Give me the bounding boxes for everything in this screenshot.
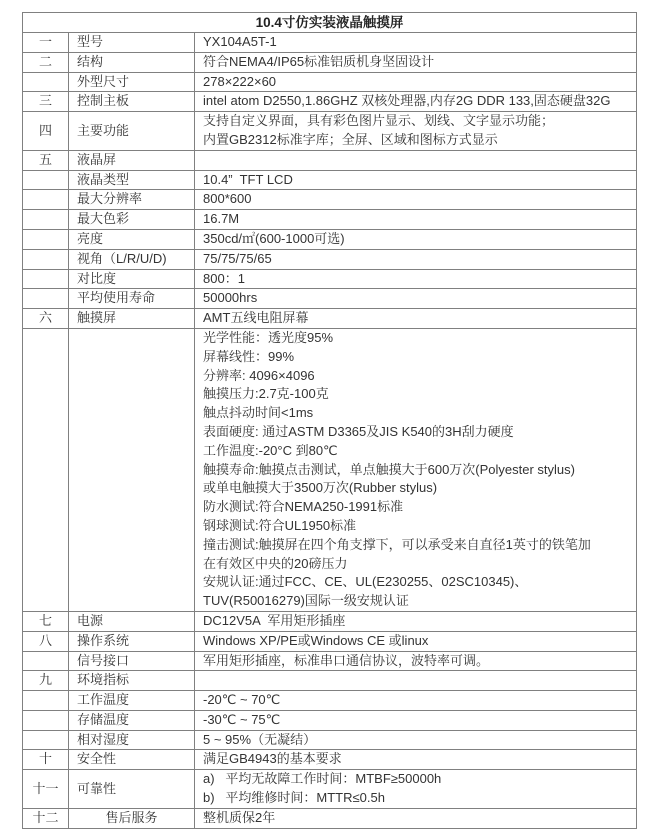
table-row <box>23 112 637 151</box>
row-label: 信号接口 <box>69 651 195 671</box>
value-line: 钢球测试:符合UL1950标准 <box>203 517 357 533</box>
row-label: 控制主板 <box>69 92 195 112</box>
row-label: 最大分辨率 <box>69 190 195 210</box>
row-value <box>195 770 637 809</box>
row-label: 外型尺寸 <box>69 72 195 92</box>
row-value: -30℃ ~ 75℃ <box>195 710 637 730</box>
row-number <box>23 289 69 309</box>
row-number <box>23 651 69 671</box>
value-line: 支持自定义界面，具有彩色图片显示、划线、文字显示功能； <box>203 113 555 129</box>
table-row <box>23 229 637 249</box>
row-number <box>23 190 69 210</box>
row-value: 军用矩形插座，标准串口通信协议，波特率可调。 <box>195 651 637 671</box>
row-value: 278×222×60 <box>195 72 637 92</box>
row-number <box>23 710 69 730</box>
row-label: 工作温度 <box>69 691 195 711</box>
value-line: 防水测试:符合NEMA250-1991标准 <box>203 499 404 515</box>
row-value <box>195 150 637 170</box>
row-number: 十二 <box>23 808 69 828</box>
spec-table <box>22 12 637 829</box>
row-label: 存储温度 <box>69 710 195 730</box>
table-row <box>23 808 637 828</box>
value-line: 撞击测试:触摸屏在四个角支撑下，可以承受来自直径1英寸的铁笔加 <box>203 536 591 552</box>
row-number: 八 <box>23 631 69 651</box>
row-value <box>195 671 637 691</box>
value-line: 工作温度:-20°C 到80℃ <box>203 442 338 458</box>
row-label: 售后服务 <box>69 808 195 828</box>
table-title: 10.4寸仿实装液晶触摸屏 <box>23 13 637 33</box>
row-label: 相对湿度 <box>69 730 195 750</box>
row-number: 十一 <box>23 770 69 809</box>
table-row <box>23 309 637 329</box>
row-value: Windows XP/PE或Windows CE 或linux <box>195 631 637 651</box>
table-row <box>23 710 637 730</box>
row-label: 亮度 <box>69 229 195 249</box>
row-value: 800：1 <box>195 269 637 289</box>
table-row <box>23 150 637 170</box>
row-label: 环境指标 <box>69 671 195 691</box>
row-label: 安全性 <box>69 750 195 770</box>
row-label: 液晶屏 <box>69 150 195 170</box>
row-number <box>23 170 69 190</box>
value-line: b) 平均维修时间：MTTR≤0.5h <box>203 790 385 806</box>
row-number: 一 <box>23 33 69 53</box>
row-value: DC12V5A 军用矩形插座 <box>195 611 637 631</box>
row-value: AMT五线电阻屏幕 <box>195 309 637 329</box>
table-row-touch-details <box>23 328 637 611</box>
table-row <box>23 730 637 750</box>
row-number <box>23 210 69 230</box>
value-line: a) 平均无故障工作时间：MTBF≥50000h <box>203 771 442 787</box>
row-value: 50000hrs <box>195 289 637 309</box>
value-line: 触摸压力:2.7克-100克 <box>203 386 329 402</box>
row-label: 最大色彩 <box>69 210 195 230</box>
row-number <box>23 229 69 249</box>
value-line: 安规认证:通过FCC、CE、UL(E230255、02SC10345)、 <box>203 574 528 590</box>
row-value: -20℃ ~ 70℃ <box>195 691 637 711</box>
table-row <box>23 170 637 190</box>
row-value: 整机质保2年 <box>195 808 637 828</box>
table-row <box>23 33 637 53</box>
row-value: 5 ~ 95%（无凝结） <box>195 730 637 750</box>
table-row <box>23 72 637 92</box>
row-label: 主要功能 <box>69 112 195 151</box>
row-value: YX104A5T-1 <box>195 33 637 53</box>
row-value: intel atom D2550,1.86GHZ 双核处理器,内存2G DDR 133,固态硬盘32G <box>195 92 637 112</box>
table-row <box>23 210 637 230</box>
value-line: 或单电触摸大于3500万次(Rubber stylus) <box>203 480 438 496</box>
row-label: 液晶类型 <box>69 170 195 190</box>
row-number: 二 <box>23 52 69 72</box>
table-row <box>23 770 637 809</box>
row-value: 16.7M <box>195 210 637 230</box>
table-row <box>23 671 637 691</box>
row-value: 75/75/75/65 <box>195 249 637 269</box>
row-label: 可靠性 <box>69 770 195 809</box>
row-label <box>69 328 195 611</box>
row-number: 六 <box>23 309 69 329</box>
value-line: TUV(R50016279)国际一级安规认证 <box>203 593 409 609</box>
table-row <box>23 92 637 112</box>
row-number <box>23 730 69 750</box>
row-value: 10.4” TFT LCD <box>195 170 637 190</box>
row-value: 符合NEMA4/IP65标准铝质机身坚固设计 <box>195 52 637 72</box>
row-number: 七 <box>23 611 69 631</box>
row-label: 平均使用寿命 <box>69 289 195 309</box>
table-row <box>23 691 637 711</box>
value-line: 光学性能：透光度95% <box>203 329 334 345</box>
row-label: 型号 <box>69 33 195 53</box>
table-title-row <box>23 13 637 33</box>
row-number: 四 <box>23 112 69 151</box>
value-line: 内置GB2312标准字库；全屏、区域和图标方式显示 <box>203 131 498 147</box>
value-line: 表面硬度: 通过ASTM D3365及JIS K540的3H刮力硬度 <box>203 423 514 439</box>
table-row <box>23 651 637 671</box>
table-row <box>23 289 637 309</box>
touch-details <box>195 328 637 611</box>
row-label: 操作系统 <box>69 631 195 651</box>
row-label: 视角（L/R/U/D) <box>69 249 195 269</box>
value-line: 触摸寿命:触摸点击测试，单点触摸大于600万次(Polyester stylus) <box>203 461 575 477</box>
table-row <box>23 52 637 72</box>
value-line: 在有效区中央的20磅压力 <box>203 555 348 571</box>
row-value: 350cd/㎡(600-1000可选) <box>195 229 637 249</box>
value-line: 屏幕线性：99% <box>203 348 295 364</box>
table-row <box>23 190 637 210</box>
row-label: 对比度 <box>69 269 195 289</box>
table-row <box>23 269 637 289</box>
row-value: 800*600 <box>195 190 637 210</box>
row-value: 满足GB4943的基本要求 <box>195 750 637 770</box>
value-line: 分辨率: 4096×4096 <box>203 367 315 383</box>
row-label: 结构 <box>69 52 195 72</box>
table-row <box>23 631 637 651</box>
row-label: 触摸屏 <box>69 309 195 329</box>
row-number <box>23 691 69 711</box>
row-value <box>195 112 637 151</box>
row-number <box>23 72 69 92</box>
row-number: 十 <box>23 750 69 770</box>
value-line: 触点抖动时间<1ms <box>203 405 314 421</box>
row-number: 三 <box>23 92 69 112</box>
table-row <box>23 611 637 631</box>
table-row <box>23 249 637 269</box>
table-row <box>23 750 637 770</box>
row-number: 五 <box>23 150 69 170</box>
row-number <box>23 328 69 611</box>
row-number: 九 <box>23 671 69 691</box>
row-number <box>23 249 69 269</box>
row-number <box>23 269 69 289</box>
row-label: 电源 <box>69 611 195 631</box>
